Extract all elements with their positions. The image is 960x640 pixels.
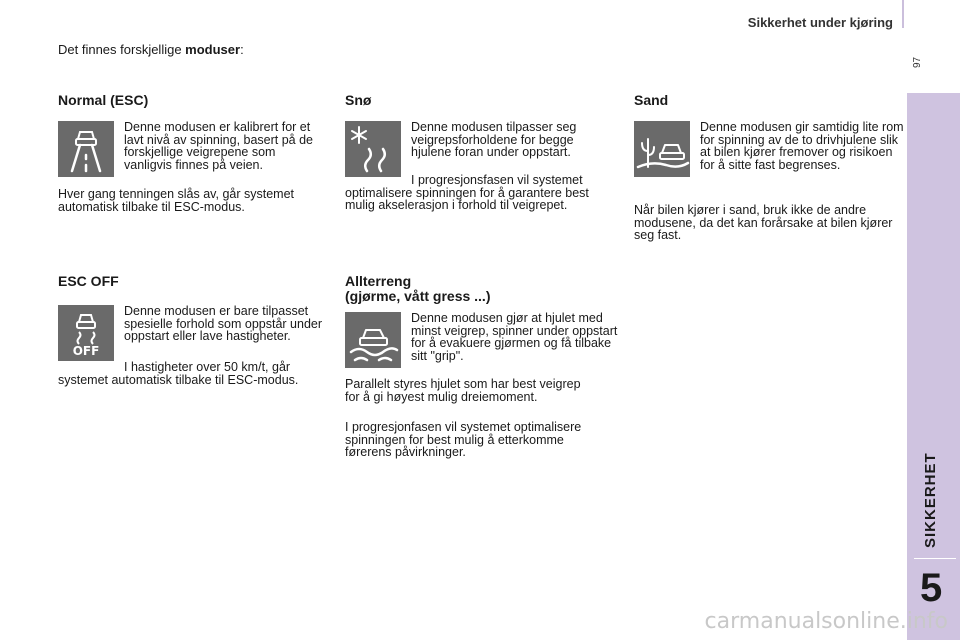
esc-off-description: Denne modusen er bare tilpasset spesielle forhold som oppstår under oppstart eller lave hastigheter. <box>124 304 323 343</box>
chapter-tab-divider <box>914 558 956 559</box>
allterreng-extra-2: I progresjonfasen vil systemet optimalisere spinningen for best mulig å etterkomme førerens påvirkninger. <box>345 420 582 459</box>
intro-text: Det finnes forskjellige <box>58 42 186 57</box>
intro-suffix: : <box>240 42 244 57</box>
sno-extra: I progresjonsfasen vil systemet optimalisere spinningen for å garantere best mulig akselerasjon i forhold til veigrepet. <box>345 173 589 212</box>
normal-esc-extra: Hver gang tenningen slås av, går systemet automatisk tilbake til ESC-modus. <box>58 187 295 214</box>
heading-normal-esc: Normal (ESC) <box>58 92 149 108</box>
allterreng-extra-1: Parallelt styres hjulet som har best veigrep for å gi høyest mulig dreiemoment. <box>345 377 581 404</box>
chapter-number: 5 <box>920 566 943 610</box>
sand-extra: Når bilen kjører i sand, bruk ikke de andre modusene, da det kan forårsake at bilen kjører seg fast. <box>634 203 893 242</box>
esc-off-extra: I hastigheter over 50 km/t, går systemet automatisk tilbake til ESC-modus. <box>58 360 299 387</box>
intro-bold: moduser <box>185 42 241 57</box>
intro-line <box>58 42 244 57</box>
watermark: carmanualsonline.info <box>704 609 948 634</box>
page-number: 97 <box>912 56 923 68</box>
header-divider <box>902 0 904 28</box>
page-header-title: Sikkerhet under kjøring <box>747 15 893 30</box>
heading-sno: Snø <box>345 92 372 108</box>
esc-off-icon <box>58 305 114 361</box>
heading-allterreng-line1: Allterreng <box>345 273 412 289</box>
heading-sand: Sand <box>634 92 669 108</box>
esc-off-icon-text: OFF <box>72 344 100 358</box>
heading-allterreng-line2: (gjørme, vått gress ...) <box>345 288 491 304</box>
esc-normal-road-icon <box>58 121 114 177</box>
snow-mode-icon <box>345 121 401 177</box>
sand-description: Denne modusen gir samtidig lite rom for spinning av de to drivhjulene slik at bilen kjører fremover og risikoen for å sitte fast begrenses. <box>700 120 904 172</box>
mud-mode-icon <box>345 312 401 368</box>
heading-allterreng <box>345 274 490 304</box>
sno-description: Denne modusen tilpasser seg veigrepsforholdene for begge hjulene foran under oppstart. <box>411 120 577 159</box>
heading-esc-off: ESC OFF <box>58 273 119 289</box>
chapter-tab-label: SIKKERHET <box>922 452 939 548</box>
normal-esc-description: Denne modusen er kalibrert for et lavt nivå av spinning, basert på de forskjellige veigrepene som vanligvis finnes på veien. <box>124 120 314 172</box>
sand-mode-icon <box>634 121 690 177</box>
allterreng-description: Denne modusen gjør at hjulet med minst veigrep, spinner under oppstart for å evakuere gjørmen og få tilbake sitt "grip". <box>411 311 618 363</box>
